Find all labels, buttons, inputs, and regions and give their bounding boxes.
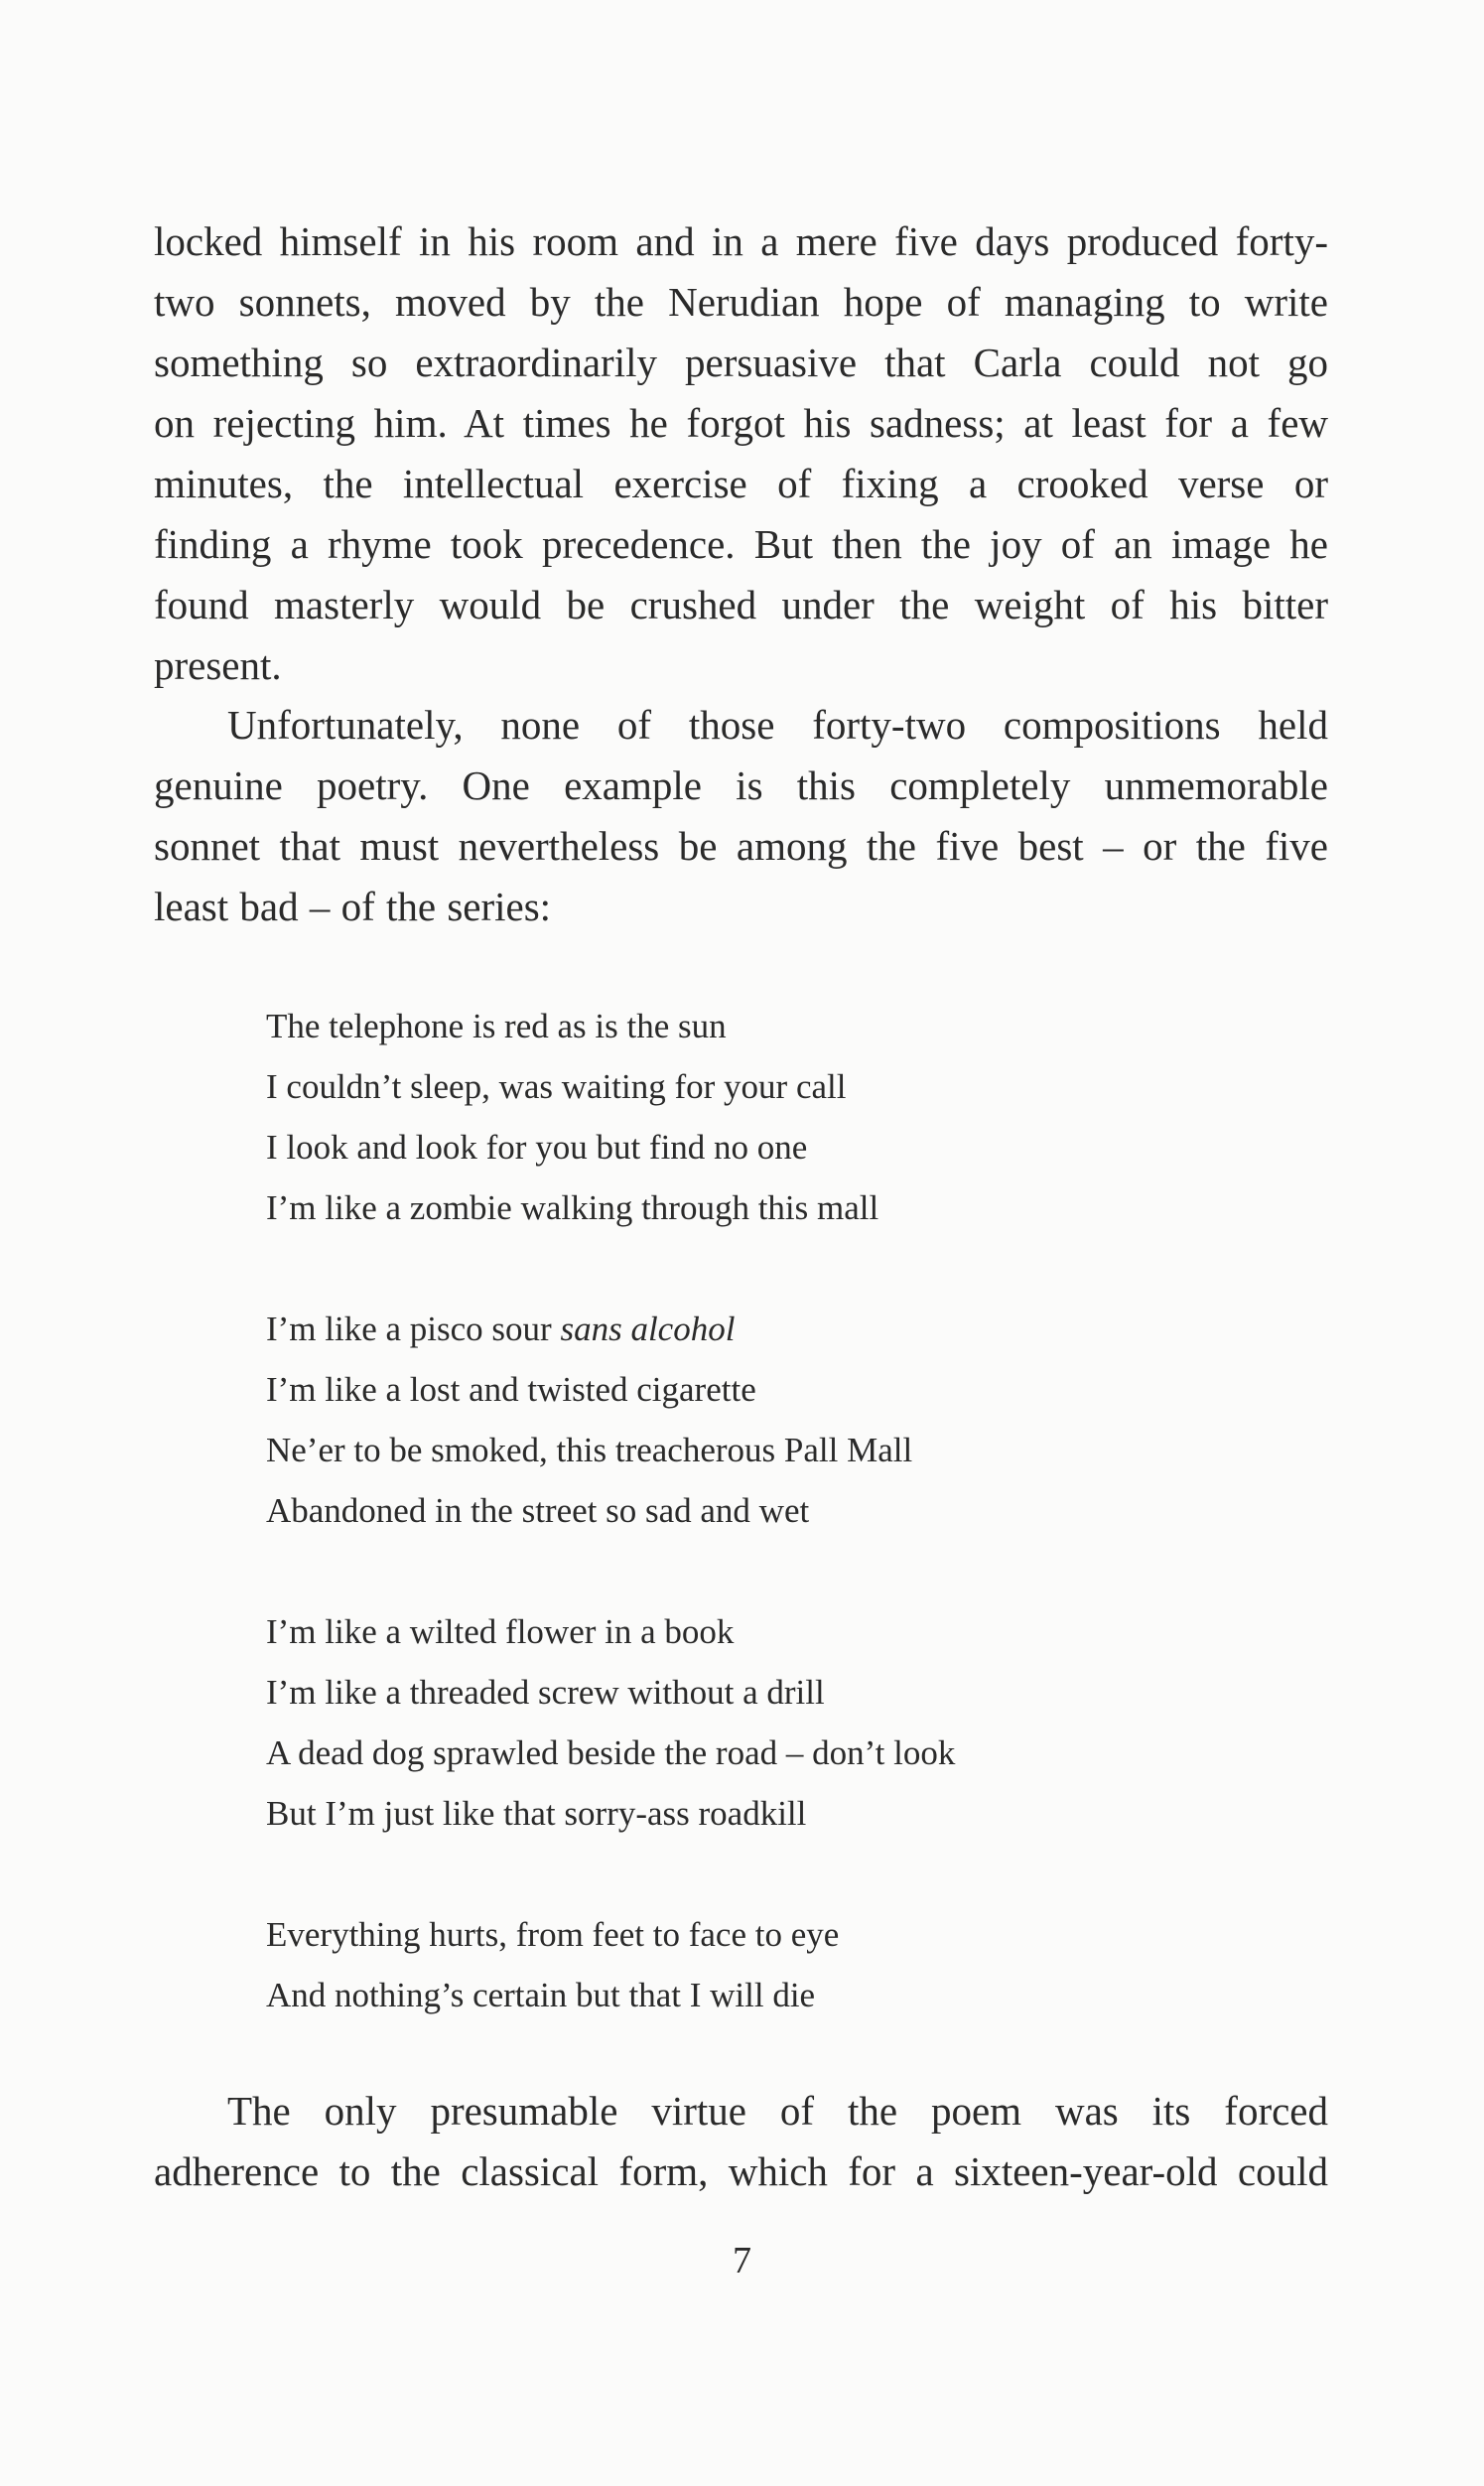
verse-line: I’m like a threaded screw without a drill bbox=[266, 1673, 825, 1712]
text-line: genuine poetry. One example is this completely unmemorable bbox=[154, 762, 1328, 808]
verse-line: I’m like a zombie walking through this mall bbox=[266, 1188, 879, 1227]
page-number: 7 bbox=[733, 2240, 751, 2281]
verse-line: Everything hurts, from feet to face to eye bbox=[266, 1915, 840, 1954]
text-line: adherence to the classical form, which for a sixteen-year-old could bbox=[154, 2148, 1328, 2194]
text-line: on rejecting him. At times he forgot his sadness; at least for a few bbox=[154, 400, 1328, 446]
text-line: minutes, the intellectual exercise of fixing a crooked verse or bbox=[154, 461, 1328, 506]
text-line: Unfortunately, none of those forty-two compositions held bbox=[227, 702, 1328, 748]
text-line: finding a rhyme took precedence. But then the joy of an image he bbox=[154, 521, 1328, 567]
text-line: sonnet that must nevertheless be among the five best – or the five bbox=[154, 823, 1328, 869]
verse-line: I look and look for you but find no one bbox=[266, 1128, 808, 1167]
stanza-3 bbox=[266, 1601, 1259, 1844]
verse-line: I couldn’t sleep, was waiting for your call bbox=[266, 1067, 847, 1106]
paragraph-3 bbox=[154, 2081, 1328, 2202]
verse-line: Abandoned in the street so sad and wet bbox=[266, 1491, 810, 1530]
paragraph-2 bbox=[154, 695, 1328, 937]
stanza-2 bbox=[266, 1299, 1259, 1541]
paragraph-1 bbox=[154, 211, 1328, 696]
verse-line: I’m like a wilted flower in a book bbox=[266, 1612, 735, 1651]
text-line: The only presumable virtue of the poem was its forced bbox=[227, 2088, 1328, 2134]
verse-line: The telephone is red as is the sun bbox=[266, 1007, 727, 1045]
verse-line bbox=[266, 1299, 1259, 1359]
verse-line: A dead dog sprawled beside the road – don’t look bbox=[266, 1733, 956, 1772]
text-line: least bad – of the series: bbox=[154, 884, 552, 929]
verse-text: I’m like a pisco sour bbox=[266, 1310, 561, 1348]
text-line: something so extraordinarily persuasive that Carla could not go bbox=[154, 340, 1328, 385]
verse-line: Ne’er to be smoked, this treacherous Pall Mall bbox=[266, 1431, 913, 1469]
verse-line: I’m like a lost and twisted cigarette bbox=[266, 1370, 756, 1409]
text-line: found masterly would be crushed under the weight of his bitter bbox=[154, 582, 1328, 627]
sonnet bbox=[266, 996, 1259, 2025]
italic-phrase: sans alcohol bbox=[560, 1310, 736, 1348]
stanza-1 bbox=[266, 996, 1259, 1238]
text-line: two sonnets, moved by the Nerudian hope of managing to write bbox=[154, 279, 1328, 325]
text-line: present. bbox=[154, 642, 282, 688]
verse-line: But I’m just like that sorry-ass roadkill bbox=[266, 1794, 807, 1833]
text-line: locked himself in his room and in a mere five days produced forty- bbox=[154, 218, 1328, 264]
stanza-4-couplet bbox=[266, 1904, 1259, 2025]
verse-line: And nothing’s certain but that I will die bbox=[266, 1976, 816, 2014]
